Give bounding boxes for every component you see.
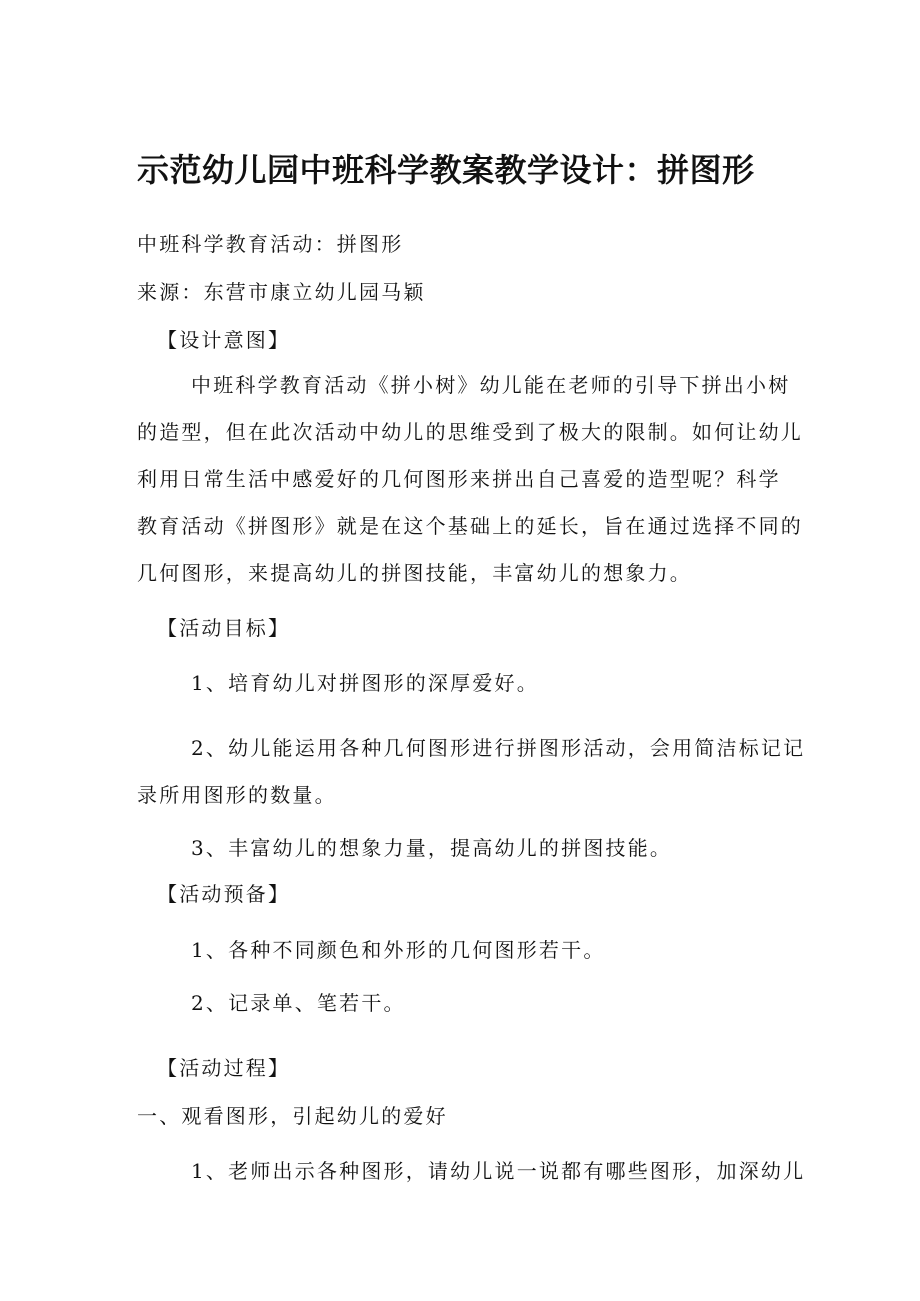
process-step-1-title: 一、观看图形，引起幼儿的爱好 <box>137 1104 448 1128</box>
page-title: 示范幼儿园中班科学教案教学设计：拼图形 <box>137 151 755 189</box>
section-heading-goals: 【活动目标】 <box>157 616 291 640</box>
goal-item-1: 1、培育幼儿对拼图形的深厚爱好。 <box>191 671 539 695</box>
section-heading-preparation: 【活动预备】 <box>157 882 291 906</box>
source-line: 来源：东营市康立幼儿园马颖 <box>137 280 426 304</box>
paragraph-line: 的造型，但在此次活动中幼儿的思维受到了极大的限制。如何让幼儿 <box>137 420 803 444</box>
paragraph-line: 几何图形，来提高幼儿的拼图技能，丰富幼儿的想象力。 <box>137 561 692 585</box>
paragraph-line: 利用日常生活中感爱好的几何图形来拼出自己喜爱的造型呢？科学 <box>137 467 781 491</box>
paragraph-line: 中班科学教育活动《拼小树》幼儿能在老师的引导下拼出小树 <box>191 373 791 397</box>
section-heading-process: 【活动过程】 <box>157 1056 291 1080</box>
section-heading-design-intent: 【设计意图】 <box>157 328 291 352</box>
preparation-item-2: 2、记录单、笔若干。 <box>191 991 406 1015</box>
activity-line: 中班科学教育活动：拼图形 <box>137 232 404 256</box>
paragraph-line: 录所用图形的数量。 <box>137 783 337 807</box>
paragraph-line: 教育活动《拼图形》就是在这个基础上的延长，旨在通过选择不同的 <box>137 514 803 538</box>
design-intent-paragraph <box>137 362 803 597</box>
preparation-item-1: 1、各种不同颜色和外形的几何图形若干。 <box>191 938 606 962</box>
goal-item-3: 3、丰富幼儿的想象力量，提高幼儿的拼图技能。 <box>191 836 673 860</box>
process-step-1-item-1: 1、老师出示各种图形，请幼儿说一说都有哪些图形，加深幼儿 <box>191 1159 806 1183</box>
paragraph-line: 2、幼儿能运用各种几何图形进行拼图形活动，会用简洁标记记 <box>191 736 806 760</box>
goal-item-2 <box>137 725 806 819</box>
